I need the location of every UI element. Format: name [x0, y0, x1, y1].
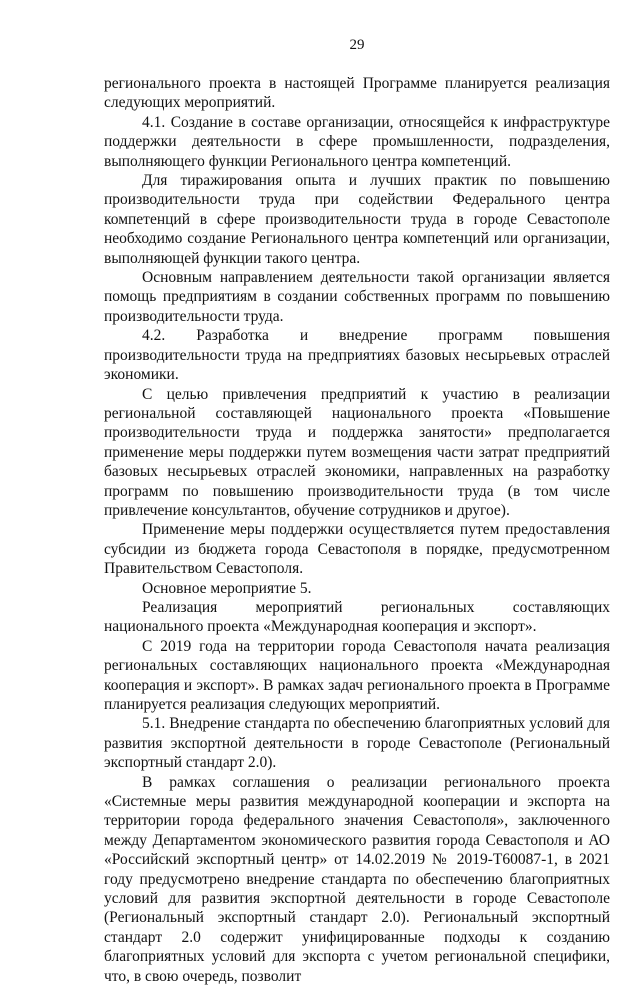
paragraph: С 2019 года на территории города Севастополя начата реализация региональных составляющих национального проекта «Международная кооперация и экспорт». В рамках задач регионального проекта в Программе планируется реализация следующих мероприятий.	[104, 637, 610, 713]
paragraph-5-1: 5.1. Внедрение стандарта по обеспечению благоприятных условий для развития экспортной деятельности в городе Севастополе (Региональный экспортный стандарт 2.0).	[104, 715, 610, 772]
paragraph-4-2: 4.2. Разработка и внедрение программ повышения производительности труда на предприятиях базовых несырьевых отраслей экономики.	[104, 327, 610, 384]
paragraph: Для тиражирования опыта и лучших практик по повышению производительности труда при содействии Федерального центра компетенций в сфере производительности труда в городе Севастополе необходимо создание Регионального центра компетенций или организации, выполняющей функции такого центра.	[104, 172, 610, 267]
paragraph: Реализация мероприятий региональных составляющих национального проекта «Международная кооперация и экспорт».	[104, 598, 610, 636]
paragraph-4-1: 4.1. Создание в составе организации, относящейся к инфраструктуре поддержки деятельности в сфере промышленности, подразделения, выполняющего функции Регионального центра компетенций.	[104, 113, 610, 170]
paragraph-continuation: регионального проекта в настоящей Программе планируется реализация следующих мероприятий.	[104, 75, 610, 112]
page-number: 29	[349, 37, 365, 53]
section-heading: Основное мероприятие 5.	[142, 579, 312, 597]
paragraph: В рамках соглашения о реализации регионального проекта «Системные меры развития международной кооперации и экспорта на территории города федерального значения Севастополя», заключенного между Департаментом экономического развития города Севастополя и АО «Российский экспортный центр» от 14.02.2019 № 2019-Т60087-1, в 2021 году предусмотрено внедрение стандарта по обеспечению благоприятных условий для развития экспортной деятельности в городе Севастополе (Региональный экспортный стандарт 2.0). Региональный экспортный стандарт 2.0 содержит унифицированные подходы к созданию благоприятных условий для экспорта с учетом региональной специфики, что, в свою очередь, позволит	[104, 773, 610, 985]
paragraph: Применение меры поддержки осуществляется путем предоставления субсидии из бюджета города Севастополя в порядке, предусмотренном Правительством Севастополя.	[104, 521, 610, 578]
paragraph: С целью привлечения предприятий к участию в реализации региональной составляющей национального проекта «Повышение производительности труда и поддержка занятости» предполагается применение меры поддержки путем возмещения части затрат предприятий базовых несырьевых отраслей экономики, направленных на разработку программ по повышению производительности труда (в том числе привлечение консультантов, обучение сотрудников и другое).	[104, 385, 610, 519]
paragraph: Основным направлением деятельности такой организации является помощь предприятиям в создании собственных программ по повышению производительности труда.	[104, 269, 610, 325]
